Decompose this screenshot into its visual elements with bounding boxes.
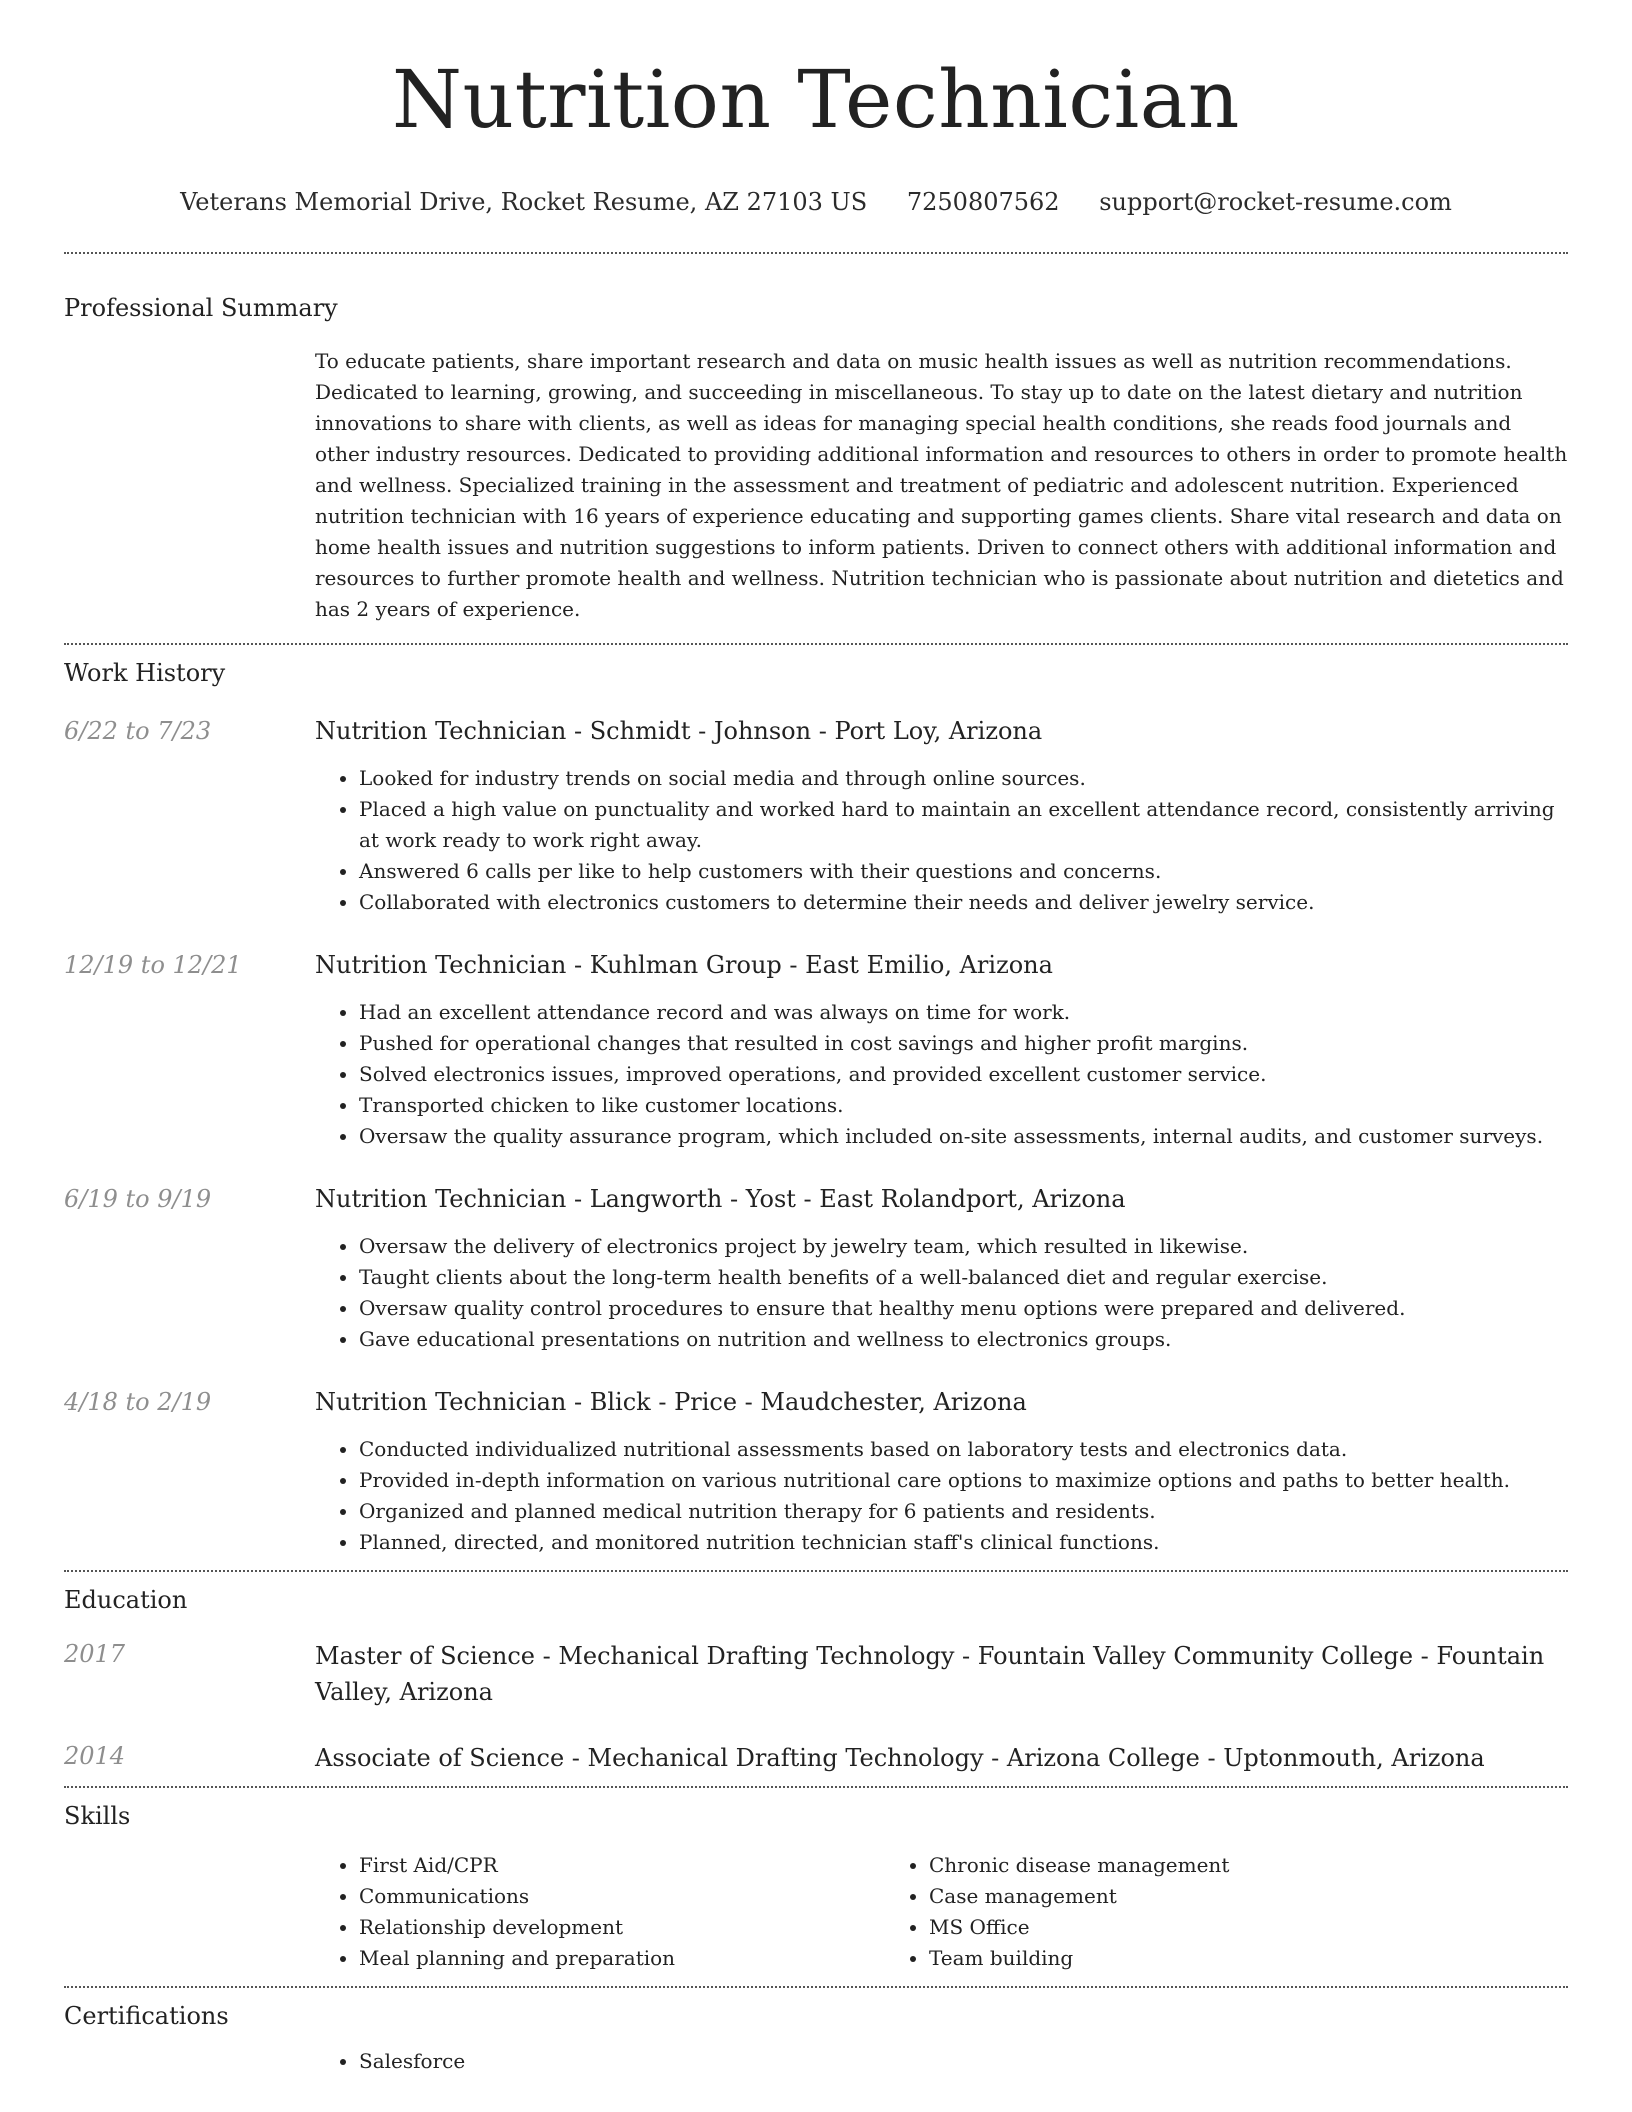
list-item: • Case management <box>929 1881 1455 1912</box>
email: support@rocket-resume.com <box>1099 188 1452 216</box>
list-item: • Answered 6 calls per like to help customers with their questions and concerns. <box>359 856 1568 887</box>
list-item: • Chronic disease management <box>929 1850 1455 1881</box>
summary-section <box>64 254 1568 625</box>
list-item: • Communications <box>359 1881 885 1912</box>
list-item: • Oversaw quality control procedures to ensure that healthy menu options were prepared and delivered. <box>359 1293 1568 1324</box>
certifications-title: Certifications <box>64 2002 229 2030</box>
job-bullets <box>315 763 1568 918</box>
job-dates: 6/19 to 9/19 <box>64 1185 212 1213</box>
list-item: • Team building <box>929 1943 1455 1974</box>
work-title: Work History <box>64 659 226 687</box>
list-item: • Conducted individualized nutritional assessments based on laboratory tests and electronics data. <box>359 1434 1568 1465</box>
job-bullets <box>315 1434 1568 1558</box>
job-title: Nutrition Technician - Blick - Price - Maudchester, Arizona <box>315 1388 1027 1416</box>
skills-section <box>64 1788 1568 1974</box>
list-item: • Organized and planned medical nutrition therapy for 6 patients and residents. <box>359 1496 1568 1527</box>
job-title: Nutrition Technician - Schmidt - Johnson - Port Loy, Arizona <box>315 717 1043 745</box>
skills-grid <box>315 1850 1568 1974</box>
job-title: Nutrition Technician - Kuhlman Group - East Emilio, Arizona <box>315 951 1053 979</box>
job-entry <box>64 715 1568 918</box>
list-item: • First Aid/CPR <box>359 1850 885 1881</box>
phone: 7250807562 <box>906 188 1060 216</box>
job-dates: 4/18 to 2/19 <box>64 1388 212 1416</box>
list-item: • MS Office <box>929 1912 1455 1943</box>
summary-title: Professional Summary <box>64 294 338 322</box>
list-item: • Gave educational presentations on nutrition and wellness to electronics groups. <box>359 1324 1568 1355</box>
job-entry <box>64 1386 1568 1558</box>
education-title-line: Master of Science - Mechanical Drafting Technology - Fountain Valley Community College - Fountain Valley, Arizona <box>315 1642 1545 1706</box>
list-item: • Looked for industry trends on social media and through online sources. <box>359 763 1568 794</box>
list-item: • Placed a high value on punctuality and worked hard to maintain an excellent attendance record, consistently arriving at work ready to work right away. <box>359 794 1568 856</box>
job-entry <box>64 1183 1568 1355</box>
education-year: 2014 <box>64 1742 126 1770</box>
address: Veterans Memorial Drive, Rocket Resume, AZ 27103 US <box>180 188 868 216</box>
education-title-line: Associate of Science - Mechanical Drafting Technology - Arizona College - Uptonmouth, Arizona <box>315 1744 1485 1772</box>
list-item: • Had an excellent attendance record and was always on time for work. <box>359 997 1568 1028</box>
contact-line <box>64 186 1568 218</box>
resume-name: Nutrition Technician <box>392 53 1240 146</box>
job-dates: 6/22 to 7/23 <box>64 717 212 745</box>
list-item: • Taught clients about the long-term health benefits of a well-balanced diet and regular exercise. <box>359 1262 1568 1293</box>
job-dates: 12/19 to 12/21 <box>64 951 242 979</box>
list-item: • Salesforce <box>359 2046 1568 2077</box>
list-item: • Meal planning and preparation <box>359 1943 885 1974</box>
list-item: • Oversaw the quality assurance program, which included on-site assessments, internal audits, and customer surveys. <box>359 1121 1568 1152</box>
list-item: • Transported chicken to like customer locations. <box>359 1090 1568 1121</box>
certifications-list <box>315 2046 1568 2077</box>
job-title: Nutrition Technician - Langworth - Yost - East Rolandport, Arizona <box>315 1185 1126 1213</box>
certifications-section <box>64 1988 1568 2077</box>
list-item: • Pushed for operational changes that resulted in cost savings and higher profit margins. <box>359 1028 1568 1059</box>
education-entry <box>64 1638 1568 1710</box>
list-item: • Solved electronics issues, improved operations, and provided excellent customer service. <box>359 1059 1568 1090</box>
list-item: • Collaborated with electronics customers to determine their needs and deliver jewelry service. <box>359 887 1568 918</box>
education-section <box>64 1572 1568 1776</box>
skills-title: Skills <box>64 1802 131 1830</box>
job-bullets <box>315 997 1568 1152</box>
education-entry <box>64 1740 1568 1776</box>
education-title: Education <box>64 1586 188 1614</box>
job-entry <box>64 949 1568 1152</box>
list-item: • Provided in-depth information on various nutritional care options to maximize options and paths to better health. <box>359 1465 1568 1496</box>
work-section <box>64 645 1568 1558</box>
summary-text: To educate patients, share important research and data on music health issues as well as nutrition recommendations. Dedicated to learning, growing, and succeeding in miscellaneous. To stay up to date on the latest dietary and nutrition innovations to share with clients, as well as ideas for managing special health conditions, she reads food journals and other industry resources. Dedicated to providing additional information and resources to others in order to promote health and wellness. Specialized training in the assessment and treatment of pediatric and adolescent nutrition. Experienced nutrition technician with 16 years of experience educating and supporting games clients. Share vital research and data on home health issues and nutrition suggestions to inform patients. Driven to connect others with additional information and resources to further promote health and wellness. Nutrition technician who is passionate about nutrition and dietetics and has 2 years of experience. <box>315 349 1568 621</box>
job-bullets <box>315 1231 1568 1355</box>
skills-column-1 <box>315 1850 885 1974</box>
skills-column-2 <box>885 1850 1455 1974</box>
list-item: • Relationship development <box>359 1912 885 1943</box>
list-item: • Oversaw the delivery of electronics project by jewelry team, which resulted in likewise. <box>359 1231 1568 1262</box>
education-year: 2017 <box>64 1640 126 1668</box>
list-item: • Planned, directed, and monitored nutrition technician staff's clinical functions. <box>359 1527 1568 1558</box>
